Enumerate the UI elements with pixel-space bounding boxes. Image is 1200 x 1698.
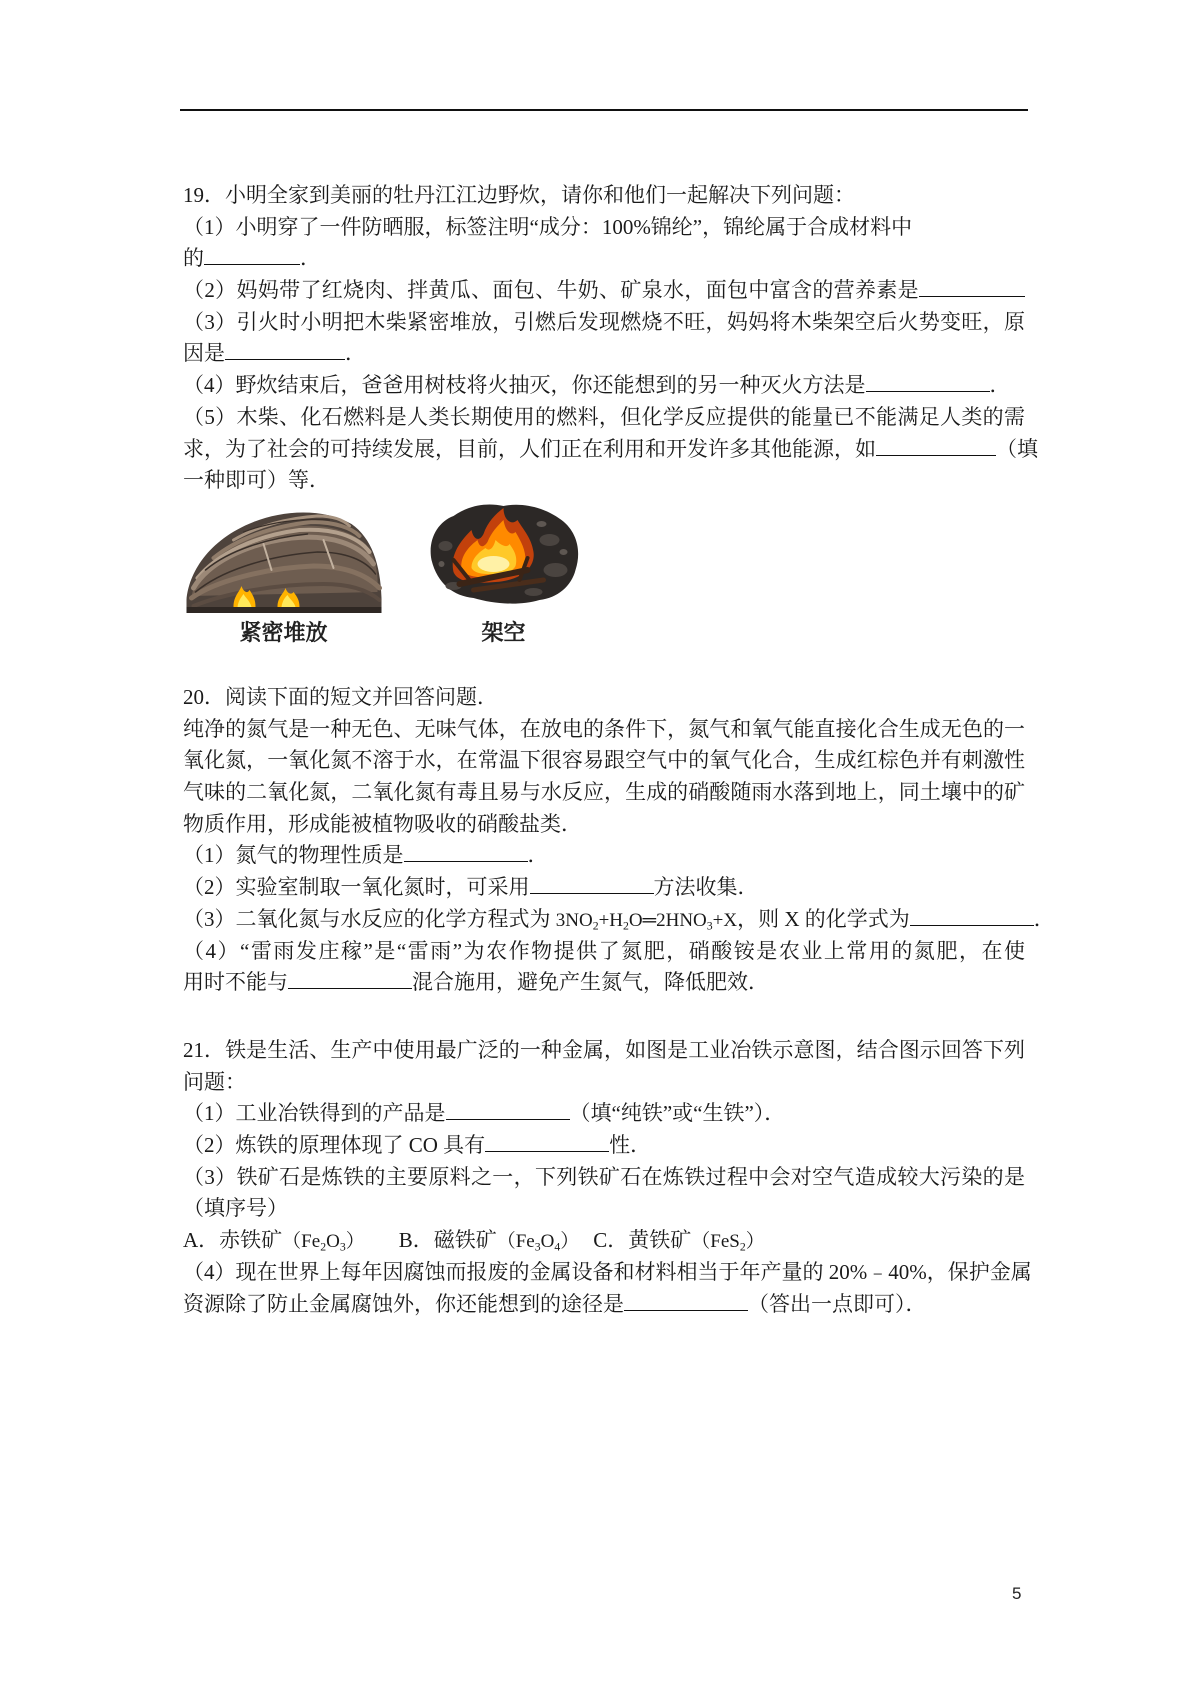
question-text: （2）妈妈带了红烧肉、拌黄瓜、面包、牛奶、矿泉水，面包中富含的营养素是: [183, 278, 919, 303]
option-label: C．黄铁矿: [593, 1228, 692, 1253]
option-a: [183, 1225, 365, 1258]
question-text: （3）二氧化氮与水反应的化学方程式为: [183, 906, 556, 931]
question-text: 性．: [609, 1133, 652, 1158]
figure-caption-left: 紧密堆放: [239, 621, 328, 646]
part-3-line-2: （填序号）: [183, 1196, 288, 1221]
question-text: ．: [527, 843, 549, 868]
option-formula: （FeS$_2$）: [691, 1231, 765, 1254]
part-4-line-2: [183, 1289, 1025, 1321]
question-text: （2）炼铁的原理体现了 CO 具有: [183, 1133, 486, 1158]
question-text: 用时不能与: [183, 970, 288, 995]
part-1-line-1: [183, 1098, 1025, 1130]
part-1-line-1: （1）小明穿了一件防晒服，标签注明“成分：100%锦纶”，锦纶属于合成材料中: [183, 214, 913, 239]
question-text: （填“纯铁”或“生铁”）．: [569, 1101, 786, 1126]
part-2-line-1: [183, 1130, 1025, 1162]
question-text: 的: [183, 246, 204, 271]
answer-blank: [485, 1134, 609, 1152]
answer-blank: [876, 438, 996, 456]
part-2-line-1: [183, 275, 1025, 307]
answer-blank: [288, 971, 412, 989]
part-1-line-2: [183, 243, 1025, 275]
question-21: [183, 1035, 1032, 1320]
answer-blank: [225, 342, 345, 360]
wood-raised-fire-illustration: [423, 500, 584, 608]
question-stem: 问题：: [183, 1069, 246, 1094]
question-text: （填: [996, 436, 1038, 461]
question-text: （答出一点即可）．: [748, 1291, 927, 1316]
question-text: ，则 X 的化学式为: [737, 906, 910, 931]
answer-blank: [866, 374, 990, 392]
question-19: [183, 180, 1038, 497]
part-5-line-3: 一种即可）等．: [183, 468, 330, 493]
passage-line: 物质作用，形成能被植物吸收的硝酸盐类．: [183, 811, 582, 836]
passage-line: 纯净的氮气是一种无色、无味气体，在放电的条件下，氮气和氧气能直接化合生成无色的一: [183, 716, 1025, 741]
question-20: [183, 682, 1055, 999]
choice-options: [183, 1225, 1025, 1257]
wood-stacked-tightly-illustration: [183, 500, 384, 620]
question-text: 方法收集．: [653, 875, 759, 900]
figure-caption-right: 架空: [481, 621, 526, 646]
header-rule: [180, 109, 1028, 111]
question-stem: 20．阅读下面的短文并回答问题．: [183, 685, 498, 709]
answer-blank: [446, 1102, 570, 1120]
question-text: 资源除了防止金属腐蚀外，你还能想到的途径是: [183, 1291, 624, 1316]
passage-line: 气味的二氧化氮，二氧化氮有毒且易与水反应，生成的硝酸随雨水落到地上，同土壤中的矿: [183, 780, 1025, 805]
answer-blank: [624, 1293, 748, 1311]
part-3-line-1: （3）引火时小明把木柴紧密堆放，引燃后发现燃烧不旺，妈妈将木柴架空后火势变旺，原: [183, 309, 1025, 334]
question-text: ．: [345, 341, 366, 366]
option-formula: $(Fe_2O_3)$: [282, 1231, 365, 1254]
question-text: 求，为了社会的可持续发展，目前，人们正在利用和开发许多其他能源，如: [183, 436, 876, 461]
part-4-line-2: [183, 967, 1025, 999]
answer-blank: [919, 279, 1025, 297]
part-4-line-1: （4）“雷雨发庄稼”是“雷雨”为农作物提供了氮肥，硝酸铵是农业上常用的氮肥，在使: [183, 938, 1025, 963]
part-5-line-1: （5）木柴、化石燃料是人类长期使用的燃料，但化学反应提供的能量已不能满足人类的需: [183, 404, 1025, 429]
option-b: [399, 1225, 580, 1258]
part-2-line-1: [183, 872, 1025, 904]
part-3-line-2: [183, 338, 1025, 370]
part-5-line-2: [183, 434, 1038, 466]
passage-line: 氧化氮，一氧化氮不溶于水，在常温下很容易跟空气中的氧气化合，生成红棕色并有刺激性: [183, 748, 1025, 773]
option-label: A．赤铁矿: [183, 1228, 283, 1253]
question-text: 混合施用，避免产生氮气，降低肥效．: [412, 970, 769, 995]
question-text: （2）实验室制取一氧化氮时，可采用: [183, 875, 530, 900]
part-3-line-1: （3）铁矿石是炼铁的主要原料之一，下列铁矿石在炼铁过程中会对空气造成较大污染的是: [183, 1164, 1025, 1189]
question-text: ．: [1033, 906, 1055, 931]
answer-blank: [204, 247, 300, 265]
chemical-equation: $3NO_2+H_2O═2HNO_3+X$: [555, 909, 738, 933]
question-text: ．: [989, 373, 1011, 398]
option-label: B．磁铁矿: [398, 1228, 497, 1253]
answer-blank: [404, 844, 528, 862]
part-4-line-1: （4）现在世界上每年因腐蚀而报废的金属设备和材料相当于年产量的 20%﹣40%，保护金属: [183, 1259, 1032, 1284]
page-number: 5: [1012, 1584, 1022, 1603]
option-formula: $(Fe_3O_4)$: [496, 1231, 580, 1254]
question-stem: 21．铁是生活、生产中使用最广泛的一种金属，如图是工业冶铁示意图，结合图示回答下列: [183, 1038, 1025, 1062]
option-c: [593, 1225, 765, 1258]
question-text: （1）氮气的物理性质是: [183, 843, 404, 868]
question-text: 因是: [183, 341, 225, 366]
answer-blank: [910, 908, 1034, 926]
answer-blank: [530, 876, 654, 894]
part-3-line-1: [183, 904, 1055, 936]
question-text: ．: [300, 246, 321, 271]
question-stem: 19．小明全家到美丽的牡丹江江边野炊，请你和他们一起解决下列问题：: [183, 183, 855, 207]
question-text: （1）工业冶铁得到的产品是: [183, 1101, 446, 1126]
part-4-line-1: [183, 370, 1025, 402]
question-text: （4）野炊结束后，爸爸用树枝将火抽灭，你还能想到的另一种灭火方法是: [183, 373, 866, 398]
part-1-line-1: [183, 840, 1025, 872]
